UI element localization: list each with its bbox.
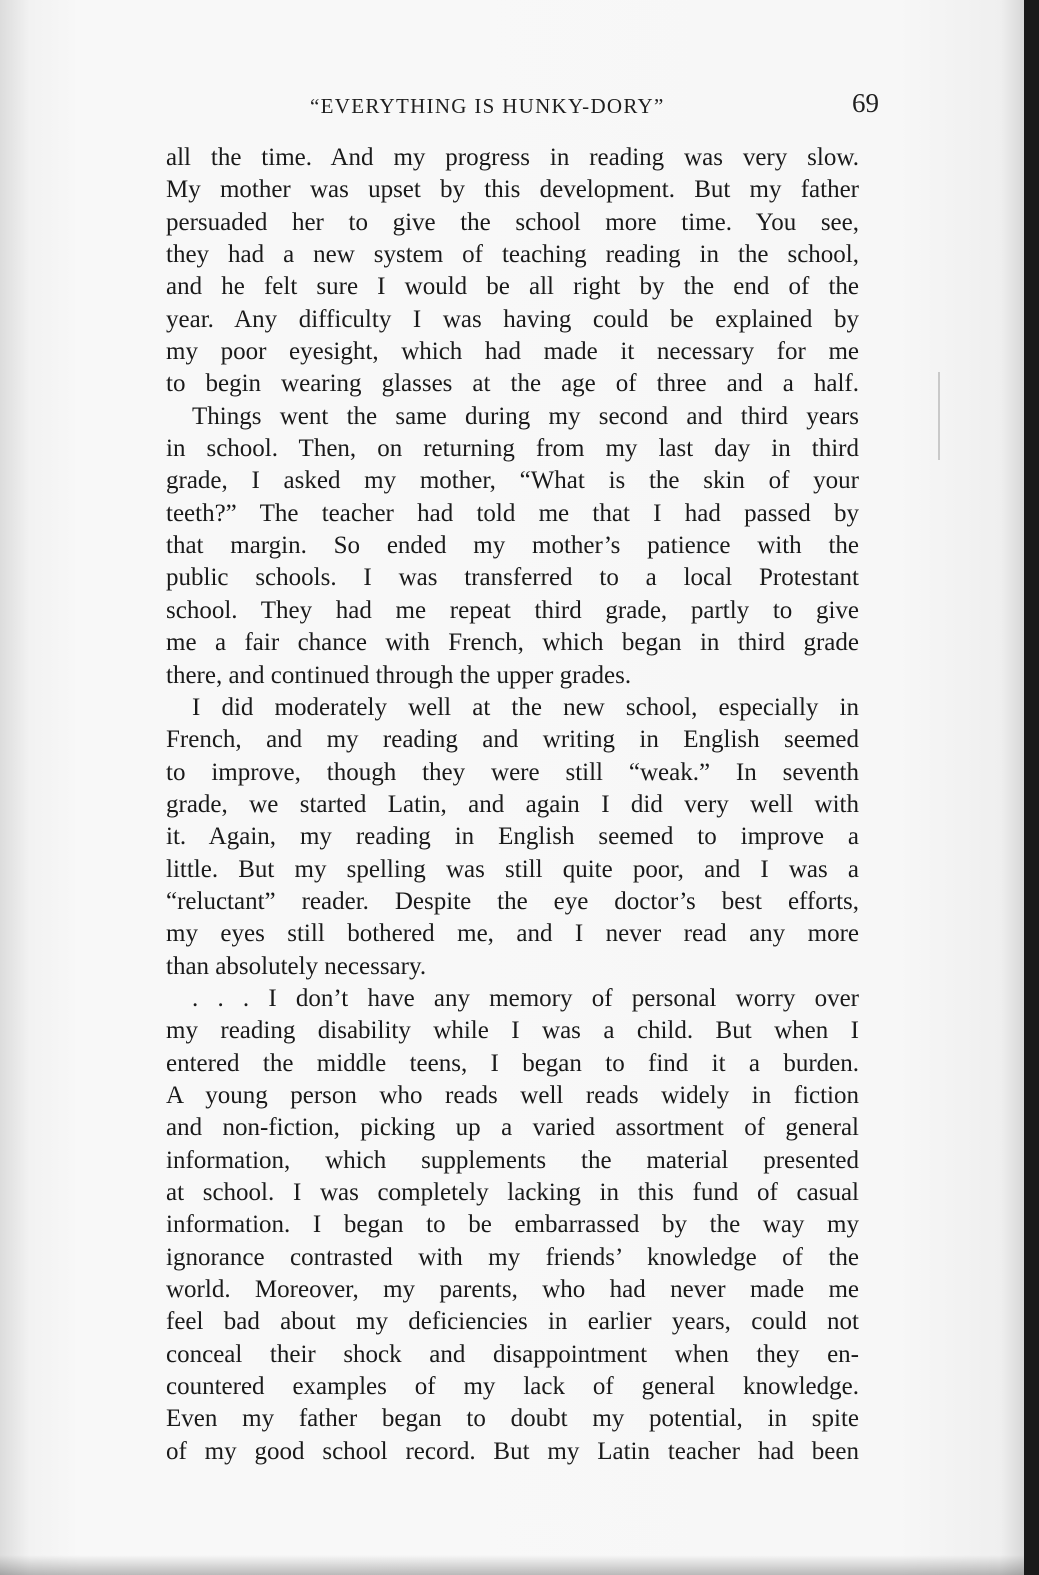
text-line: to begin wearing glasses at the age of three and a half.: [166, 370, 859, 398]
text-line: persuaded her to give the school more time. You see,: [166, 208, 859, 236]
page-edge-shadow: [1024, 0, 1039, 1575]
text-line: my reading disability while I was a child. But when I: [166, 1017, 859, 1045]
margin-pencil-mark: [938, 372, 940, 460]
text-line: My mother was upset by this development. But my father: [166, 176, 859, 204]
text-line: French, and my reading and writing in English seemed: [166, 726, 859, 754]
text-line: “reluctant” reader. Despite the eye doctor’s best efforts,: [166, 887, 859, 915]
text-line: world. Moreover, my parents, who had never made me: [166, 1276, 859, 1304]
text-line: than absolutely necessary.: [166, 952, 427, 980]
text-line: all the time. And my progress in reading was very slow.: [166, 144, 859, 171]
text-line: . . . I don’t have any memory of personal worry over: [192, 984, 859, 1012]
text-line: I did moderately well at the new school, especially in: [192, 693, 859, 721]
text-line: ignorance contrasted with my friends’ knowledge of the: [166, 1243, 859, 1271]
page-number: 69: [852, 88, 879, 118]
text-line: and he felt sure I would be all right by the end of the: [166, 273, 859, 301]
text-line: A young person who reads well reads widely in fiction: [166, 1081, 859, 1109]
text-line: Things went the same during my second and third years: [192, 402, 859, 430]
text-line: grade, we started Latin, and again I did very well with: [166, 790, 859, 818]
text-line: year. Any difficulty I was having could be explained by: [166, 305, 859, 333]
text-line: my eyes still bothered me, and I never read any more: [166, 920, 859, 948]
running-head: [0, 88, 1024, 128]
text-line: information, which supplements the material presented: [166, 1146, 859, 1174]
text-line: public schools. I was transferred to a local Protestant: [166, 564, 859, 592]
text-line: Even my father began to doubt my potential, in spite: [166, 1405, 859, 1433]
text-line: to improve, though they were still “weak.” In seventh: [166, 758, 859, 786]
text-line: entered the middle teens, I began to find it a burden.: [166, 1049, 859, 1077]
text-line: me a fair chance with French, which began in third grade: [166, 629, 859, 657]
text-line: and non-fiction, picking up a varied assortment of general: [166, 1114, 859, 1142]
text-line: that margin. So ended my mother’s patience with the: [166, 532, 859, 560]
text-line: it. Again, my reading in English seemed to improve a: [166, 823, 859, 851]
text-line: my poor eyesight, which had made it necessary for me: [166, 338, 859, 366]
body-text: [166, 142, 859, 1468]
text-line: grade, I asked my mother, “What is the skin of your: [166, 467, 859, 495]
text-line: conceal their shock and disappointment when they en-: [166, 1340, 859, 1368]
text-line: they had a new system of teaching reading in the school,: [166, 241, 859, 269]
text-line: teeth?” The teacher had told me that I had passed by: [166, 499, 859, 527]
text-line: of my good school record. But my Latin teacher had been: [166, 1437, 859, 1465]
text-line: little. But my spelling was still quite poor, and I was a: [166, 855, 859, 883]
text-line: at school. I was completely lacking in this fund of casual: [166, 1179, 859, 1206]
text-line: information. I began to be embarrassed by the way my: [166, 1211, 859, 1239]
text-line: in school. Then, on returning from my last day in third: [166, 435, 859, 463]
page-bottom-shadow: [0, 1555, 1024, 1575]
text-line: feel bad about my deficiencies in earlier years, could not: [166, 1308, 859, 1336]
text-line: there, and continued through the upper grades.: [166, 661, 632, 689]
running-title: “EVERYTHING IS HUNKY-DORY”: [310, 94, 665, 118]
text-line: school. They had me repeat third grade, partly to give: [166, 596, 859, 624]
text-line: countered examples of my lack of general knowledge.: [166, 1373, 859, 1401]
